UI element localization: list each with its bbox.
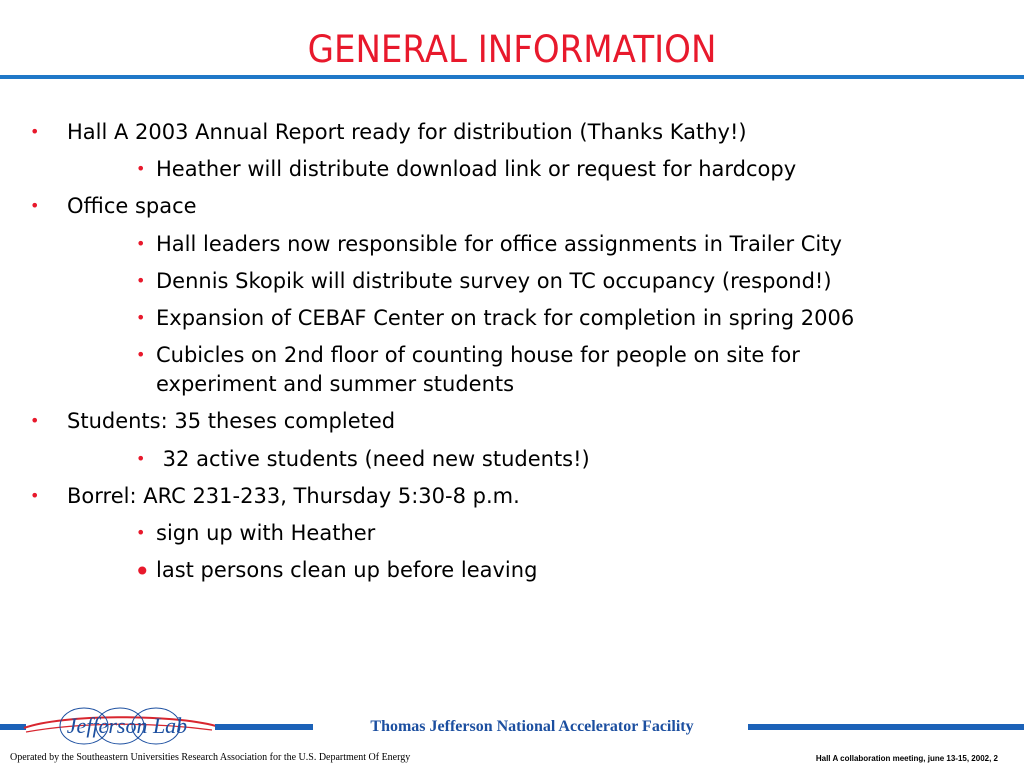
sub-bullet-item <box>136 303 855 333</box>
footer-band <box>0 702 1024 744</box>
sub-bullet-item <box>156 369 514 399</box>
bullet-icon: • <box>136 234 146 253</box>
footer-operated-by: Operated by the Southeastern Universities Research Association for the U.S. Department Of Energy <box>10 752 411 763</box>
bullet-text: Office space <box>67 194 197 218</box>
bullet-icon: • <box>136 159 146 178</box>
bullet-text: Cubicles on 2nd floor of counting house for people on site for <box>156 343 800 367</box>
bullet-icon: • <box>136 345 146 364</box>
bullet-text: experiment and summer students <box>156 372 515 396</box>
bullet-text: Heather will distribute download link or request for hardcopy <box>156 157 797 181</box>
sub-bullet-item <box>136 154 797 184</box>
bullet-icon: • <box>134 555 151 588</box>
bullet-icon: • <box>136 308 146 327</box>
bullet-text: Hall leaders now responsible for office assignments in Trailer City <box>156 232 842 256</box>
sub-bullet-item <box>136 229 842 259</box>
bullet-item <box>30 406 396 436</box>
sub-bullet-item <box>136 444 590 474</box>
footer-band-right <box>748 724 1024 730</box>
bullet-text: last persons clean up before leaving <box>156 558 538 582</box>
sub-bullet-item <box>136 340 800 370</box>
sub-bullet-item <box>136 266 832 296</box>
footer-lab-name: Thomas Jefferson National Accelerator Facility <box>370 718 694 735</box>
bullet-icon: • <box>30 196 40 215</box>
bullet-icon: • <box>30 122 40 141</box>
sub-bullet-item <box>136 518 376 548</box>
bullet-text: 32 active students (need new students!) <box>156 447 590 471</box>
bullet-item <box>30 117 747 147</box>
bullet-item <box>30 191 197 221</box>
bullet-item <box>30 481 520 511</box>
bullet-icon: • <box>136 523 146 542</box>
bullet-text: Dennis Skopik will distribute survey on TC occupancy (respond!) <box>156 269 832 293</box>
footer-band-mid <box>215 724 313 730</box>
bullet-icon: • <box>30 486 40 505</box>
sub-bullet-item <box>134 555 538 588</box>
bullet-text: Borrel: ARC 231-233, Thursday 5:30-8 p.m. <box>67 484 520 508</box>
slide-title: GENERAL INFORMATION <box>307 28 717 71</box>
bullet-icon: • <box>136 271 146 290</box>
bullet-icon: • <box>136 449 146 468</box>
bullet-text: Hall A 2003 Annual Report ready for distribution (Thanks Kathy!) <box>67 120 747 144</box>
bullet-text: sign up with Heather <box>156 521 376 545</box>
jefferson-lab-logo <box>22 702 218 750</box>
bullet-icon: • <box>30 411 40 430</box>
bullet-text: Expansion of CEBAF Center on track for completion in spring 2006 <box>156 306 855 330</box>
bullet-text: Students: 35 theses completed <box>67 409 396 433</box>
footer-meeting-info: Hall A collaboration meeting, june 13-15, 2002, 2 <box>815 754 998 763</box>
logo-text: Jefferson Lab <box>66 713 188 738</box>
